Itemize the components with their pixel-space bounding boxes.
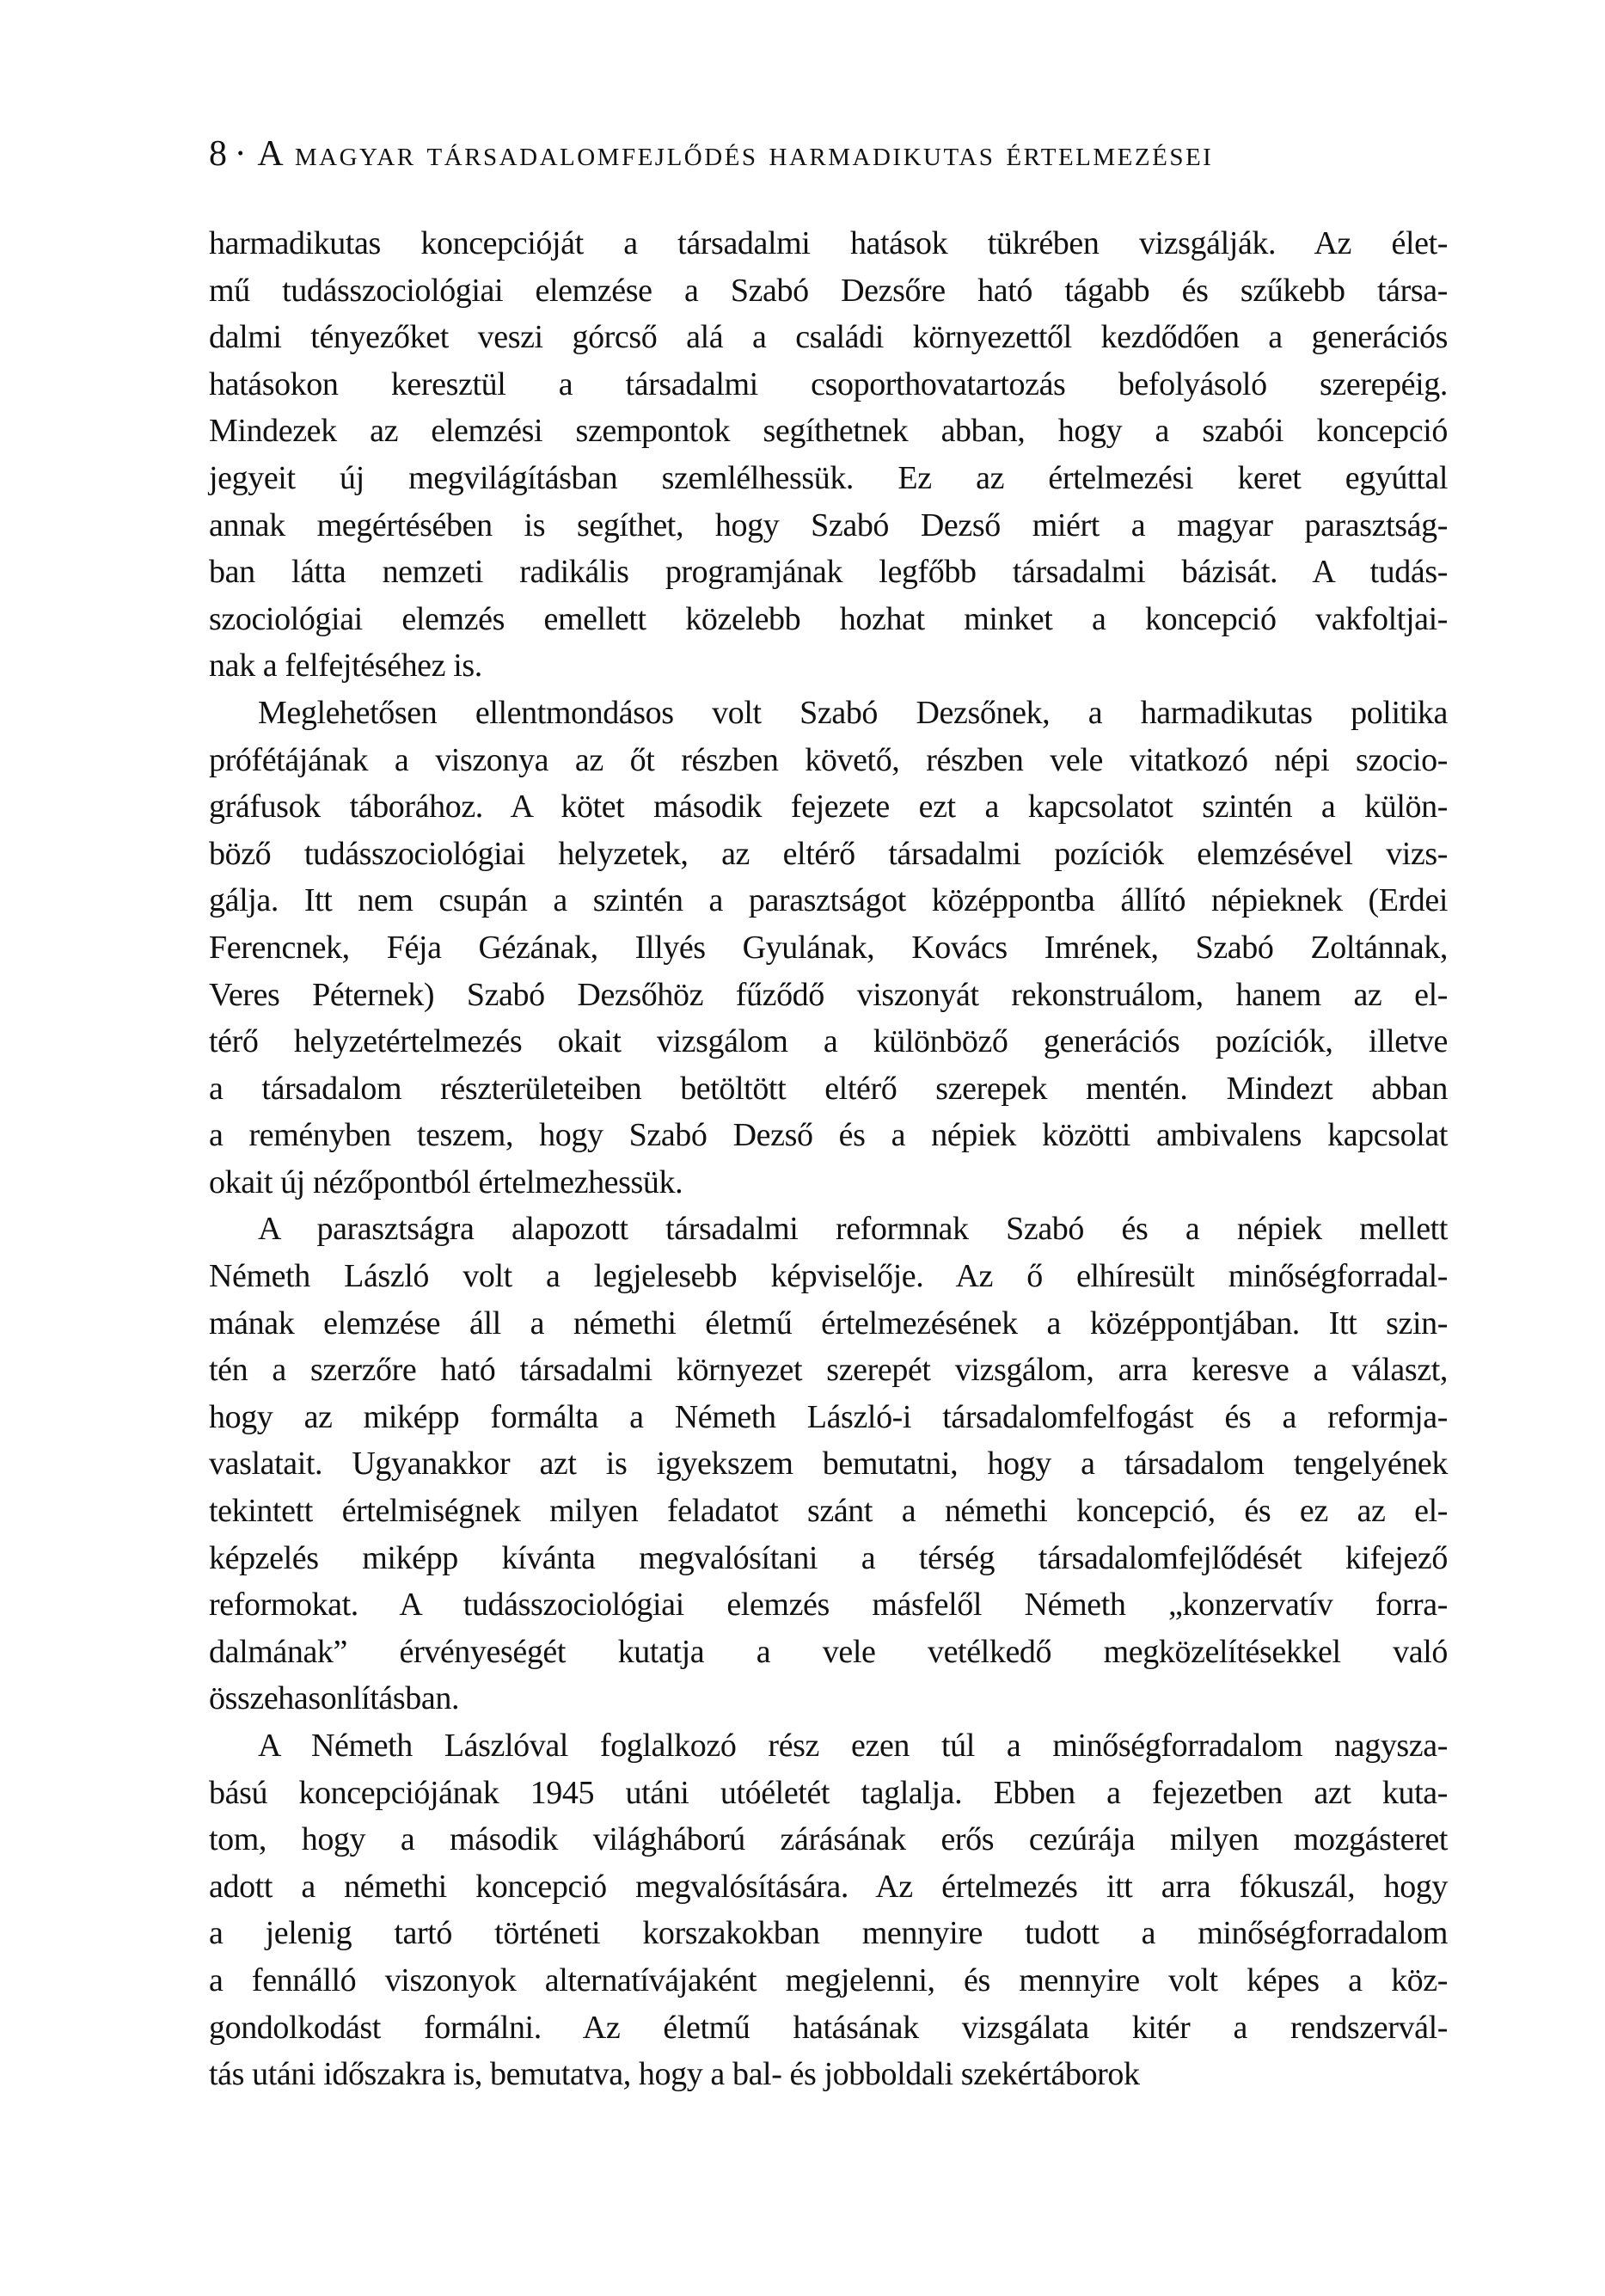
text-line: tom, hogy a második világháború zárásának erős cezúrája milyen mozgásteret [209,1821,1448,1858]
bullet-separator-icon: • [237,143,244,164]
chapter-title: A magyar társadalomfejlődés harmadikutas értelmezései [257,134,1214,174]
text-line: Ferencnek, Féja Gézának, Illyés Gyulának, Kovács Imrének, Szabó Zoltánnak, [209,929,1448,966]
text-line: gondolkodást formálni. Az életmű hatásának vizsgálata kitér a rendszervál- [209,2009,1448,2046]
text-line: összehasonlításban. [209,1680,460,1717]
text-line: a társadalom részterületeiben betöltött eltérő szerepek mentén. Mindezt abban [209,1070,1448,1107]
text-line: hatásokon keresztül a társadalmi csoporthovatartozás befolyásoló szerepéig. [209,365,1448,402]
text-line: dalmának” érvényeségét kutatja a vele vetélkedő megközelítésekkel való [209,1633,1448,1670]
text-line: tekintett értelmiségnek milyen feladatot szánt a némethi koncepció, és ez az el- [209,1493,1448,1530]
text-line: Németh László volt a legjelesebb képviselője. Az ő elhíresült minőségforradal- [209,1258,1448,1295]
text-line: a jelenig tartó történeti korszakokban mennyire tudott a minőségforradalom [209,1915,1448,1952]
paragraph [209,220,1448,690]
text-line: Mindezek az elemzési szempontok segíthetnek abban, hogy a szabói koncepció [209,413,1448,450]
text-line: nak a felfejtéséhez is. [209,648,482,685]
text-line: harmadikutas koncepcióját a társadalmi hatások tükrében vizsgálják. Az élet- [209,225,1448,261]
page-number: 8 [209,134,227,174]
text-line: mű tudásszociológiai elemzése a Szabó Dezsőre ható tágabb és szűkebb társa- [209,272,1448,309]
text-line: a reményben teszem, hogy Szabó Dezső és a népiek közötti ambivalens kapcsolat [209,1117,1448,1154]
text-line: a fennálló viszonyok alternatívájaként megjelenni, és mennyire volt képes a köz- [209,1961,1448,1998]
paragraph [209,1206,1448,1722]
text-line: A parasztságra alapozott társadalmi reformnak Szabó és a népiek mellett [258,1211,1448,1248]
text-line: mának elemzése áll a némethi életmű értelmezésének a középpontjában. Itt szin- [209,1305,1448,1341]
text-line: gráfusok táborához. A kötet második fejezete ezt a kapcsolatot szintén a külön- [209,789,1448,826]
running-header [209,134,1448,174]
body-text [209,220,1448,2098]
text-line: böző tudásszociológiai helyzetek, az eltérő társadalmi pozíciók elemzésével vizs- [209,835,1448,872]
text-line: adott a némethi koncepció megvalósítására. Az értelmezés itt arra fókuszál, hogy [209,1868,1448,1905]
text-line: jegyeit új megvilágításban szemlélhessük. Ez az értelmezési keret egyúttal [209,459,1448,496]
text-line: térő helyzetértelmezés okait vizsgálom a különböző generációs pozíciók, illetve [209,1023,1448,1060]
text-line: hogy az miképp formálta a Németh László-i társadalomfelfogást és a reformja- [209,1398,1448,1435]
text-line: dalmi tényezőket veszi górcső alá a családi környezettől kezdődően a generációs [209,319,1448,356]
text-line: gálja. Itt nem csupán a szintén a parasztságot középpontba állító népieknek (Erdei [209,882,1448,919]
text-line: vaslatait. Ugyanakkor azt is igyekszem bemutatni, hogy a társadalom tengelyének [209,1446,1448,1483]
text-line: tén a szerzőre ható társadalmi környezet szerepét vizsgálom, arra keresve a választ, [209,1352,1448,1389]
text-line: prófétájának a viszonya az őt részben követő, részben vele vitatkozó népi szocio- [209,741,1448,778]
text-line: képzelés miképp kívánta megvalósítani a térség társadalomfejlődését kifejező [209,1539,1448,1576]
paragraph [209,690,1448,1206]
text-line: okait új nézőpontból értelmezhessük. [209,1163,683,1200]
text-line: A Németh Lászlóval foglalkozó rész ezen túl a minőségforradalom nagysza- [258,1728,1448,1764]
text-line: tás utáni időszakra is, bemutatva, hogy a bal- és jobboldali szekértáborok [209,2056,1140,2093]
text-line: annak megértésében is segíthet, hogy Szabó Dezső miért a magyar parasztság- [209,506,1448,543]
text-line: Meglehetősen ellentmondásos volt Szabó Dezsőnek, a harmadikutas politika [258,694,1448,731]
text-line: reformokat. A tudásszociológiai elemzés másfelől Németh „konzervatív forra- [209,1587,1448,1624]
text-line: Veres Péternek) Szabó Dezsőhöz fűződő viszonyát rekonstruálom, hanem az el- [209,976,1448,1013]
text-line: ban látta nemzeti radikális programjának legfőbb társadalmi bázisát. A tudás- [209,554,1448,591]
text-line: szociológiai elemzés emellett közelebb hozhat minket a koncepció vakfoltjai- [209,600,1448,637]
paragraph [209,1722,1448,2098]
text-line: bású koncepciójának 1945 utáni utóéletét taglalja. Ebben a fejezetben azt kuta- [209,1774,1448,1811]
